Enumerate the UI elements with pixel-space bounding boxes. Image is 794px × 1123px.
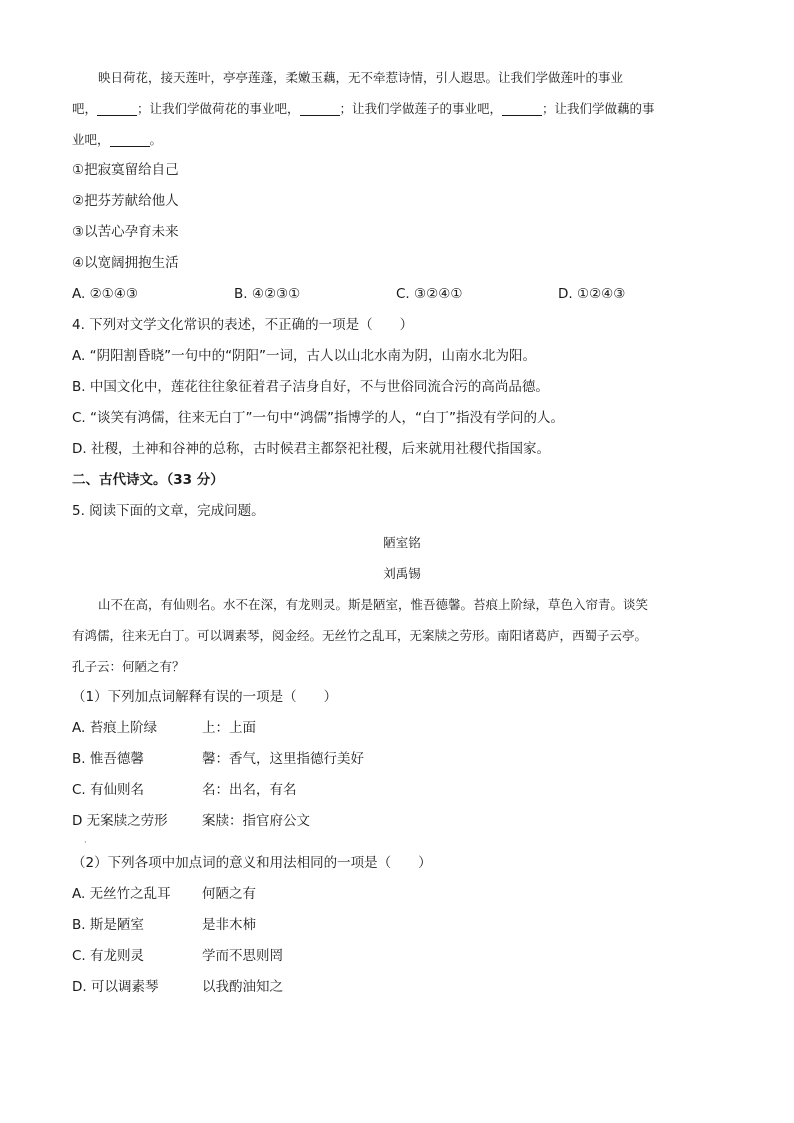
sub1-option-a[interactable]: A. 苔痕上阶绿 上：上面: [72, 720, 256, 736]
phrase-list: [72, 155, 732, 279]
q3-option-a[interactable]: A. ②①④③: [72, 286, 138, 302]
intro-line-1: 映日荷花，接天莲叶，亭亭莲蓬，柔嫩玉藕，无不牵惹诗情，引人遐思。让我们学做莲叶的事业: [98, 70, 624, 85]
question-5: [72, 496, 732, 1003]
subquestion-2: [72, 848, 732, 1003]
answer-blank-2[interactable]: [300, 99, 340, 116]
phrase-item: ①把寂寞留给自己: [72, 162, 179, 178]
sub2-option-d[interactable]: D. 可以调素琴 以我酌油知之: [72, 979, 283, 995]
poem-text: [72, 589, 732, 682]
sub1-option-c[interactable]: C. 有仙则名 名：出名，有名: [72, 782, 297, 798]
poem-line-2: 有鸿儒，往来无白丁。可以调素琴，阅金经。无丝竹之乱耳，无案牍之劳形。南阳诸葛庐，西蜀子云亭。: [72, 628, 648, 643]
phrase-item: ④以宽阔拥抱生活: [72, 255, 179, 271]
q3-options: [72, 279, 732, 310]
q4-option-c[interactable]: C. “谈笑有鸿儒，往来无白丁”一句中“鸿儒”指博学的人，“白丁”指没有学问的人。: [72, 410, 564, 426]
intro-passage: [72, 62, 732, 155]
poem-line-3: 孔子云：何陋之有？: [72, 659, 185, 674]
answer-blank-4[interactable]: [110, 130, 150, 147]
sub1-option-d[interactable]: D 无案牍之劳形 案牍：指官府公文: [72, 813, 310, 829]
q3-option-c[interactable]: C. ③②④①: [396, 286, 463, 302]
sub1-stem: （1）下列加点词解释有误的一项是（ ）: [72, 689, 338, 705]
q4-option-a[interactable]: A. “阴阳割昏晓”一句中的“阴阳”一词，古人以山北水南为阴，山南水北为阳。: [72, 348, 537, 364]
poem-author: 刘禹锡: [383, 566, 421, 581]
q5-stem: 5. 阅读下面的文章，完成问题。: [72, 503, 265, 519]
answer-blank-1[interactable]: [97, 99, 137, 116]
section-heading: 二、古代诗文。（33 分）: [72, 472, 224, 488]
sub2-option-a[interactable]: A. 无丝竹之乱耳 何陋之有: [72, 886, 256, 902]
q4-stem: 4. 下列对文学文化常识的表述，不正确的一项是（ ）: [72, 317, 414, 333]
sub2-stem: （2）下列各项中加点词的意义和用法相同的一项是（ ）: [72, 855, 432, 871]
question-4: [72, 310, 732, 465]
sub2-option-b[interactable]: B. 斯是陋室 是非木柿: [72, 917, 256, 933]
subquestion-1: [72, 682, 732, 837]
q4-option-b[interactable]: B. 中国文化中，莲花往往象征着君子洁身自好，不与世俗同流合污的高尚品德。: [72, 379, 549, 395]
stray-dot-mark: ·: [84, 838, 87, 847]
intro-line-2: 吧， ；让我们学做荷花的事业吧， ；让我们学做莲子的事业吧， ；让我们学做藕的事: [72, 101, 655, 116]
intro-line-3: 业吧， 。: [72, 132, 163, 147]
sub2-option-c[interactable]: C. 有龙则灵 学而不思则罔: [72, 948, 283, 964]
document-page: [72, 62, 732, 1003]
answer-blank-3[interactable]: [502, 99, 542, 116]
phrase-item: ②把芬芳献给他人: [72, 193, 179, 209]
poem-title: 陋室铭: [383, 535, 421, 550]
poem-line-1: 山不在高，有仙则名。水不在深，有龙则灵。斯是陋室，惟吾德馨。苔痕上阶绿，草色入帘青。谈笑: [98, 597, 649, 612]
sub1-option-b[interactable]: B. 惟吾德馨 馨：香气，这里指德行美好: [72, 751, 364, 767]
q4-option-d[interactable]: D. 社稷，土神和谷神的总称，古时候君主都祭祀社稷，后来就用社稷代指国家。: [72, 441, 550, 457]
q3-option-d[interactable]: D. ①②④③: [558, 286, 626, 302]
q3-option-b[interactable]: B. ④②③①: [234, 286, 301, 302]
phrase-item: ③以苦心孕育未来: [72, 224, 179, 240]
